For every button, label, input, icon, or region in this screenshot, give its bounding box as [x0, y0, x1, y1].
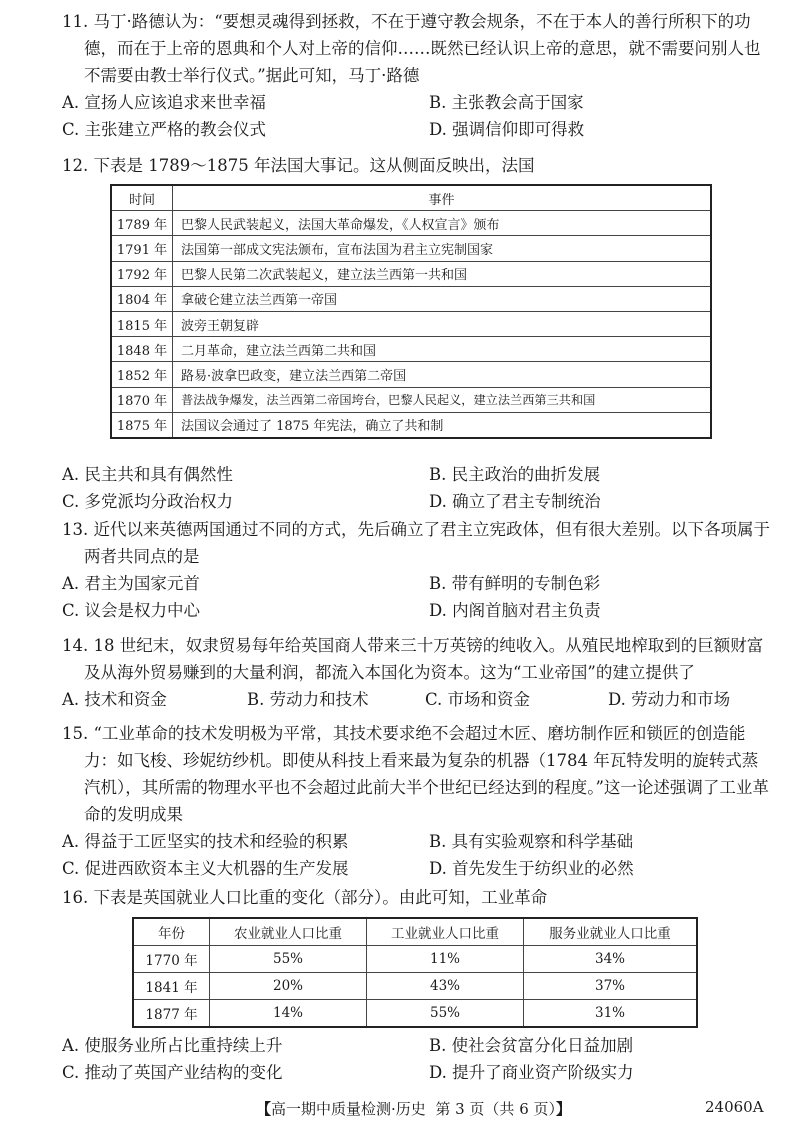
question-stem: 14. 18 世纪末，奴隶贸易每年给英国商人带来三十万英镑的纯收入。从殖民地榨取到的巨额财富及从海外贸易赚到的大量利润，都流入本国化为资本。这为“工业帝国”的建立提供了 [62, 636, 764, 682]
service-cell: 34% [524, 946, 698, 973]
option-c[interactable]: C. 多党派均分政治权力 [62, 492, 234, 511]
options [62, 461, 774, 515]
event-cell: 拿破仑建立法兰西第一帝国 [173, 286, 712, 311]
option-d[interactable]: D. 内阁首脑对君主负责 [429, 601, 601, 620]
header-service: 服务业就业人口比重 [524, 918, 698, 946]
table-row [111, 236, 711, 261]
year-cell: 1804 年 [111, 286, 173, 311]
option-b[interactable]: B. 带有鲜明的专制色彩 [429, 574, 601, 593]
option-c[interactable]: C. 议会是权力中心 [62, 601, 201, 620]
question-stem: 12. 下表是 1789～1875 年法国大事记。这从侧面反映出，法国 [62, 156, 535, 175]
bracket-left: 【 [256, 1100, 272, 1118]
table-row [133, 973, 697, 1000]
year-cell: 1841 年 [133, 973, 210, 1000]
employment-table [132, 917, 698, 1028]
event-cell: 巴黎人民第二次武装起义，建立法兰西第一共和国 [173, 261, 712, 286]
agriculture-cell: 20% [210, 973, 367, 1000]
question-13 [62, 516, 774, 624]
year-cell: 1848 年 [111, 337, 173, 362]
option-b[interactable]: B. 具有实验观察和科学基础 [429, 832, 634, 851]
table-row [111, 412, 711, 438]
option-c[interactable]: C. 推动了英国产业结构的变化 [62, 1063, 283, 1082]
page-number: 第 3 页（共 6 页） [435, 1100, 557, 1118]
question-16-options [62, 1032, 774, 1086]
exam-title: 高一期中质量检测·历史 [271, 1100, 426, 1118]
event-cell: 法国议会通过了 1875 年宪法，确立了共和制 [173, 412, 712, 438]
question-stem: 13. 近代以来英德两国通过不同的方式，先后确立了君主立宪政体，但有很大差别。以下各项属于两者共同点的是 [62, 520, 770, 566]
question-stem: 15. “工业革命的技术发明极为平常，其技术要求绝不会超过木匠、磨坊制作匠和锁匠的创造能力：如飞梭、珍妮纺纱机。即使从科技上看来最为复杂的机器（1784 年瓦特发明的旋转式蒸汽机），其所需的物理水平也不会超过此前大半个世纪已经达到的程度。”这一论述强调了工业革命的发明成果 [62, 724, 769, 824]
year-cell: 1789 年 [111, 211, 173, 236]
option-c[interactable]: C. 市场和资金 [425, 690, 531, 709]
bracket-right: 】 [556, 1100, 572, 1118]
option-a[interactable]: A. 君主为国家元首 [62, 574, 200, 593]
event-cell: 路易·波拿巴政变，建立法兰西第二帝国 [173, 362, 712, 387]
year-cell: 1877 年 [133, 1000, 210, 1028]
agriculture-cell: 14% [210, 1000, 367, 1028]
question-11 [62, 8, 774, 143]
header-industry: 工业就业人口比重 [367, 918, 524, 946]
option-d[interactable]: D. 确立了君主专制统治 [429, 492, 601, 511]
question-12-options [62, 461, 774, 515]
service-cell: 31% [524, 1000, 698, 1028]
year-cell: 1875 年 [111, 412, 173, 438]
option-b[interactable]: B. 主张教会高于国家 [429, 93, 584, 112]
question-12 [62, 152, 774, 179]
option-c[interactable]: C. 促进西欧资本主义大机器的生产发展 [62, 859, 349, 878]
header-agriculture: 农业就业人口比重 [210, 918, 367, 946]
year-cell: 1852 年 [111, 362, 173, 387]
option-d[interactable]: D. 首先发生于纺织业的必然 [429, 859, 634, 878]
header-event: 事件 [173, 185, 712, 211]
question-15 [62, 720, 774, 882]
exam-code: 24060A [705, 1098, 764, 1116]
industry-cell: 43% [367, 973, 524, 1000]
option-d[interactable]: D. 劳动力和市场 [608, 690, 731, 709]
question-16 [62, 884, 774, 911]
footer-title-block [256, 1098, 571, 1119]
option-a[interactable]: A. 技术和资金 [62, 690, 167, 709]
table-row [111, 211, 711, 236]
year-cell: 1770 年 [133, 946, 210, 973]
option-b[interactable]: B. 民主政治的曲折发展 [429, 465, 601, 484]
table-header-row [133, 918, 697, 946]
options [62, 89, 774, 143]
service-cell: 37% [524, 973, 698, 1000]
options [62, 828, 774, 882]
option-c[interactable]: C. 主张建立严格的教会仪式 [62, 120, 267, 139]
table-row [111, 311, 711, 336]
table-row [111, 261, 711, 286]
question-stem: 16. 下表是英国就业人口比重的变化（部分）。由此可知，工业革命 [62, 888, 548, 907]
year-cell: 1792 年 [111, 261, 173, 286]
year-cell: 1870 年 [111, 387, 173, 412]
table-row [133, 946, 697, 973]
event-cell: 波旁王朝复辟 [173, 311, 712, 336]
agriculture-cell: 55% [210, 946, 367, 973]
table-row [111, 286, 711, 311]
table-row [111, 337, 711, 362]
year-cell: 1791 年 [111, 236, 173, 261]
header-time: 时间 [111, 185, 173, 211]
option-a[interactable]: A. 使服务业所占比重持续上升 [62, 1036, 283, 1055]
event-cell: 巴黎人民武装起义，法国大革命爆发，《人权宣言》颁布 [173, 211, 712, 236]
options [62, 686, 774, 713]
industry-cell: 11% [367, 946, 524, 973]
header-year: 年份 [133, 918, 210, 946]
industry-cell: 55% [367, 1000, 524, 1028]
option-a[interactable]: A. 民主共和具有偶然性 [62, 465, 233, 484]
event-cell: 法国第一部成文宪法颁布，宣布法国为君主立宪制国家 [173, 236, 712, 261]
question-14 [62, 632, 774, 713]
option-d[interactable]: D. 强调信仰即可得救 [429, 120, 585, 139]
question-stem: 11. 马丁·路德认为：“要想灵魂得到拯救，不在于遵守教会规条，不在于本人的善行所积下的功德，而在于上帝的恩典和个人对上帝的信仰……既然已经认识上帝的意思，就不需要问别人也不需要由教士举行仪式。”据此可知，马丁·路德 [62, 12, 761, 85]
table-row [111, 362, 711, 387]
table-row [111, 387, 711, 412]
option-a[interactable]: A. 得益于工匠坚实的技术和经验的积累 [62, 832, 349, 851]
table-header-row [111, 185, 711, 211]
event-cell: 二月革命，建立法兰西第二共和国 [173, 337, 712, 362]
option-b[interactable]: B. 劳动力和技术 [247, 690, 369, 709]
options [62, 570, 774, 624]
year-cell: 1815 年 [111, 311, 173, 336]
table-row [133, 1000, 697, 1028]
options [62, 1032, 774, 1086]
option-a[interactable]: A. 宣扬人应该追求来世幸福 [62, 93, 266, 112]
event-cell: 普法战争爆发，法兰西第二帝国垮台，巴黎人民起义，建立法兰西第三共和国 [173, 387, 712, 412]
france-events-table [110, 184, 712, 439]
option-d[interactable]: D. 提升了商业资产阶级实力 [429, 1063, 634, 1082]
option-b[interactable]: B. 使社会贫富分化日益加剧 [429, 1036, 634, 1055]
